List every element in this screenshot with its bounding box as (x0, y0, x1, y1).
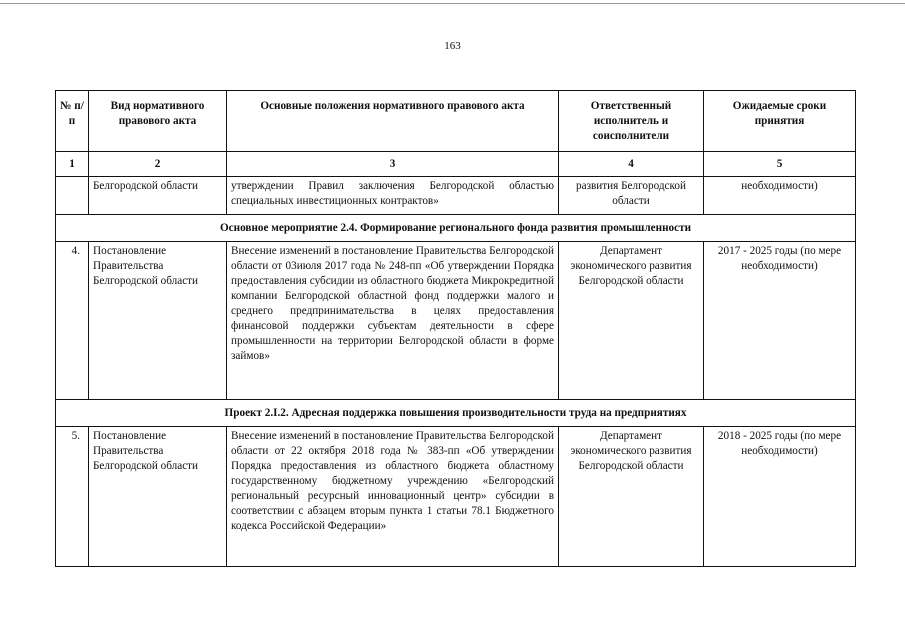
column-number-row (56, 152, 856, 177)
deadline: необходимости) (704, 177, 856, 215)
table-row (56, 177, 856, 215)
act-content: Внесение изменений в постановление Правительства Белгородской области от 22 октября 2018 года № 383-пп «Об утверждении Порядка предоставления из областного бюджета областному государственному бюджетному учреждению «Белгородский региональный ресурсный инновационный центр» субсидии в соответствии с абзацем вторым пункта 1 статьи 78.1 Бюджетного кодекса Российской Федерации» (227, 427, 559, 567)
deadline: 2018 - 2025 годы (по мере необходимости) (704, 427, 856, 567)
section-heading: Основное мероприятие 2.4. Формирование регионального фонда развития промышленности (56, 215, 856, 242)
row-number (56, 177, 89, 215)
responsible: Департамент экономического развития Белгородской области (559, 242, 704, 400)
row-number: 5. (56, 427, 89, 567)
header-number: № п/п (56, 91, 89, 152)
row-number: 4. (56, 242, 89, 400)
table-row (56, 242, 856, 400)
column-number: 3 (227, 152, 559, 177)
act-type: Постановление Правительства Белгородской области (89, 427, 227, 567)
section-heading-row (56, 400, 856, 427)
header-act-type: Вид нормативного правового акта (89, 91, 227, 152)
table-row (56, 427, 856, 567)
act-content: Внесение изменений в постановление Правительства Белгородской области от 03июля 2017 года № 248-пп «Об утверждении Порядка предоставления субсидии из областного бюджета Микрокредитной компании Белгородской областной фонд поддержки малого и среднего предпринимательства в целях предоставления финансовой поддержки субъектам деятельности в сфере промышленности на территории Белгородской области в форме займов» (227, 242, 559, 400)
regulatory-acts-table (55, 90, 856, 567)
act-type: Белгородской области (89, 177, 227, 215)
deadline: 2017 - 2025 годы (по мере необходимости) (704, 242, 856, 400)
header-responsible: Ответственный исполнитель и соисполнители (559, 91, 704, 152)
section-heading: Проект 2.I.2. Адресная поддержка повышения производительности труда на предприятиях (56, 400, 856, 427)
page-number: 163 (444, 40, 461, 52)
column-number: 5 (704, 152, 856, 177)
scan-edge-line (0, 3, 905, 4)
act-content: утверждении Правил заключения Белгородской областью специальных инвестиционных контрактов» (227, 177, 559, 215)
header-main-provisions: Основные положения нормативного правового акта (227, 91, 559, 152)
responsible: Департамент экономического развития Белгородской области (559, 427, 704, 567)
responsible: развития Белгородской области (559, 177, 704, 215)
column-number: 1 (56, 152, 89, 177)
table-header-row (56, 91, 856, 152)
header-deadline: Ожидаемые сроки принятия (704, 91, 856, 152)
column-number: 2 (89, 152, 227, 177)
column-number: 4 (559, 152, 704, 177)
act-type: Постановление Правительства Белгородской области (89, 242, 227, 400)
section-heading-row (56, 215, 856, 242)
